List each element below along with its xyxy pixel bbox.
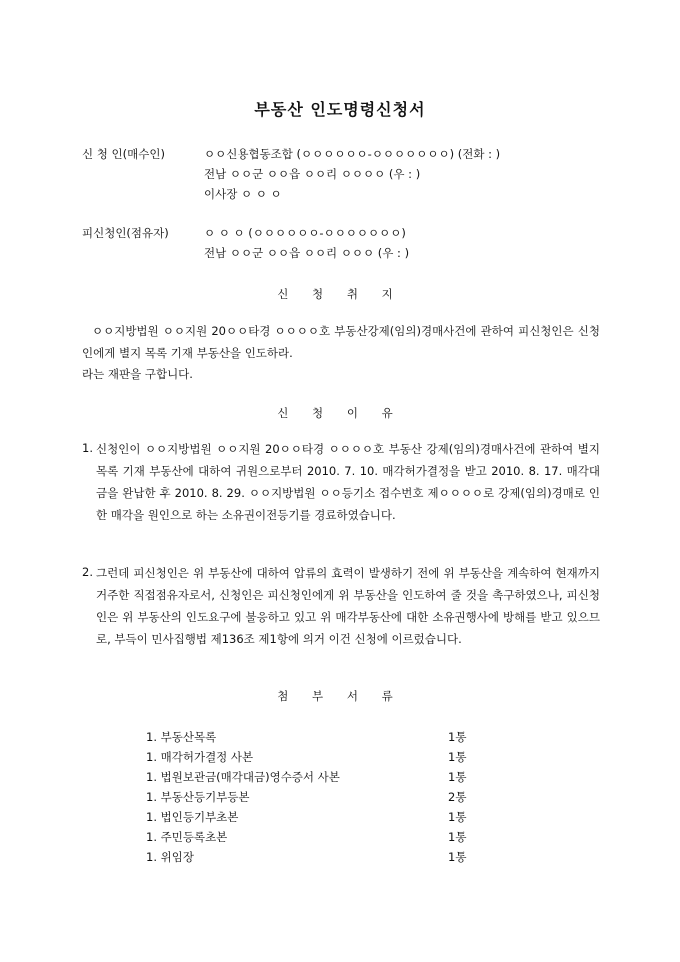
- attachment-name: 1. 주민등록초본: [146, 830, 228, 844]
- respondent-label: 피신청인(점유자): [82, 226, 169, 240]
- attachment-name: 1. 법원보관금(매각대금)영수증서 사본: [146, 770, 340, 784]
- attachments-heading: 첨 부 서 류: [277, 689, 403, 703]
- applicant-representative: 이사장 ㅇ ㅇ ㅇ: [204, 187, 282, 201]
- attachment-name: 1. 매각허가결정 사본: [146, 750, 254, 764]
- purpose-closing: 라는 재판을 구합니다.: [82, 367, 193, 381]
- applicant-name: ㅇㅇ신용협동조합 (ㅇㅇㅇㅇㅇㅇ-ㅇㅇㅇㅇㅇㅇㅇ) (전화 : ): [204, 147, 501, 161]
- purpose-body: ㅇㅇ지방법원 ㅇㅇ지원 20ㅇㅇ타경 ㅇㅇㅇㅇ호 부동산강제(임의)경매사건에 관하여 피신청인은 신청인에게 별지 목록 기재 부동산을 인도하라.: [82, 324, 600, 360]
- attachment-qty: 1통: [448, 770, 467, 784]
- attachment-qty: 1통: [448, 730, 467, 744]
- purpose-heading: 신 청 취 지: [277, 287, 403, 301]
- reason-text: 그런데 피신청인은 위 부동산에 대하여 압류의 효력이 발생하기 전에 위 부동산을 계속하여 현재까지 거주한 직접점유자로서, 신청인은 피신청인에게 위 부동산을 인도하여 줄 것을 촉구하였으나, 피신청인은 위 부동산의 인도요구에 불응하고 있고 위 매각부동산에 대한 소유권행사에 방해를 받고 있으므로, 부득이 민사집행법 제136조 제1항에 의거 이건 신청에 이르렀습니다.: [96, 566, 600, 646]
- attachment-qty: 1통: [448, 850, 467, 864]
- respondent-address: 전남 ㅇㅇ군 ㅇㅇ읍 ㅇㅇ리 ㅇㅇㅇ (우 : ): [204, 246, 410, 260]
- attachment-qty: 1통: [448, 810, 467, 824]
- document-title: 부동산 인도명령신청서: [254, 100, 426, 119]
- attachment-qty: 2통: [448, 790, 467, 804]
- attachment-name: 1. 위임장: [146, 850, 194, 864]
- reason-number: 1.: [82, 441, 93, 455]
- attachment-name: 1. 법인등기부초본: [146, 810, 239, 824]
- applicant-address: 전남 ㅇㅇ군 ㅇㅇ읍 ㅇㅇ리 ㅇㅇㅇㅇ (우 : ): [204, 167, 421, 181]
- attachment-qty: 1통: [448, 750, 467, 764]
- respondent-name: ㅇ ㅇ ㅇ (ㅇㅇㅇㅇㅇㅇ-ㅇㅇㅇㅇㅇㅇㅇ): [204, 226, 406, 240]
- attachment-qty: 1통: [448, 830, 467, 844]
- applicant-label: 신 청 인(매수인): [82, 147, 165, 161]
- attachment-name: 1. 부동산등기부등본: [146, 790, 250, 804]
- reason-text: 신청인이 ㅇㅇ지방법원 ㅇㅇ지원 20ㅇㅇ타경 ㅇㅇㅇㅇ호 부동산 강제(임의)경매사건에 관하여 별지 목록 기재 부동산에 대하여 귀원으로부터 2010. 7. 10. 매각허가결정을 받고 2010. 8. 17. 매각대금을 완납한 후 2010. 8. 29. ㅇㅇ지방법원 ㅇㅇ등기소 접수번호 제ㅇㅇㅇㅇ로 강제(임의)경매로 인한 매각을 원인으로 하는 소유권이전등기를 경료하였습니다.: [96, 442, 600, 522]
- reason-number: 2.: [82, 565, 93, 579]
- attachment-name: 1. 부동산목록: [146, 730, 217, 744]
- reasons-heading: 신 청 이 유: [277, 406, 403, 420]
